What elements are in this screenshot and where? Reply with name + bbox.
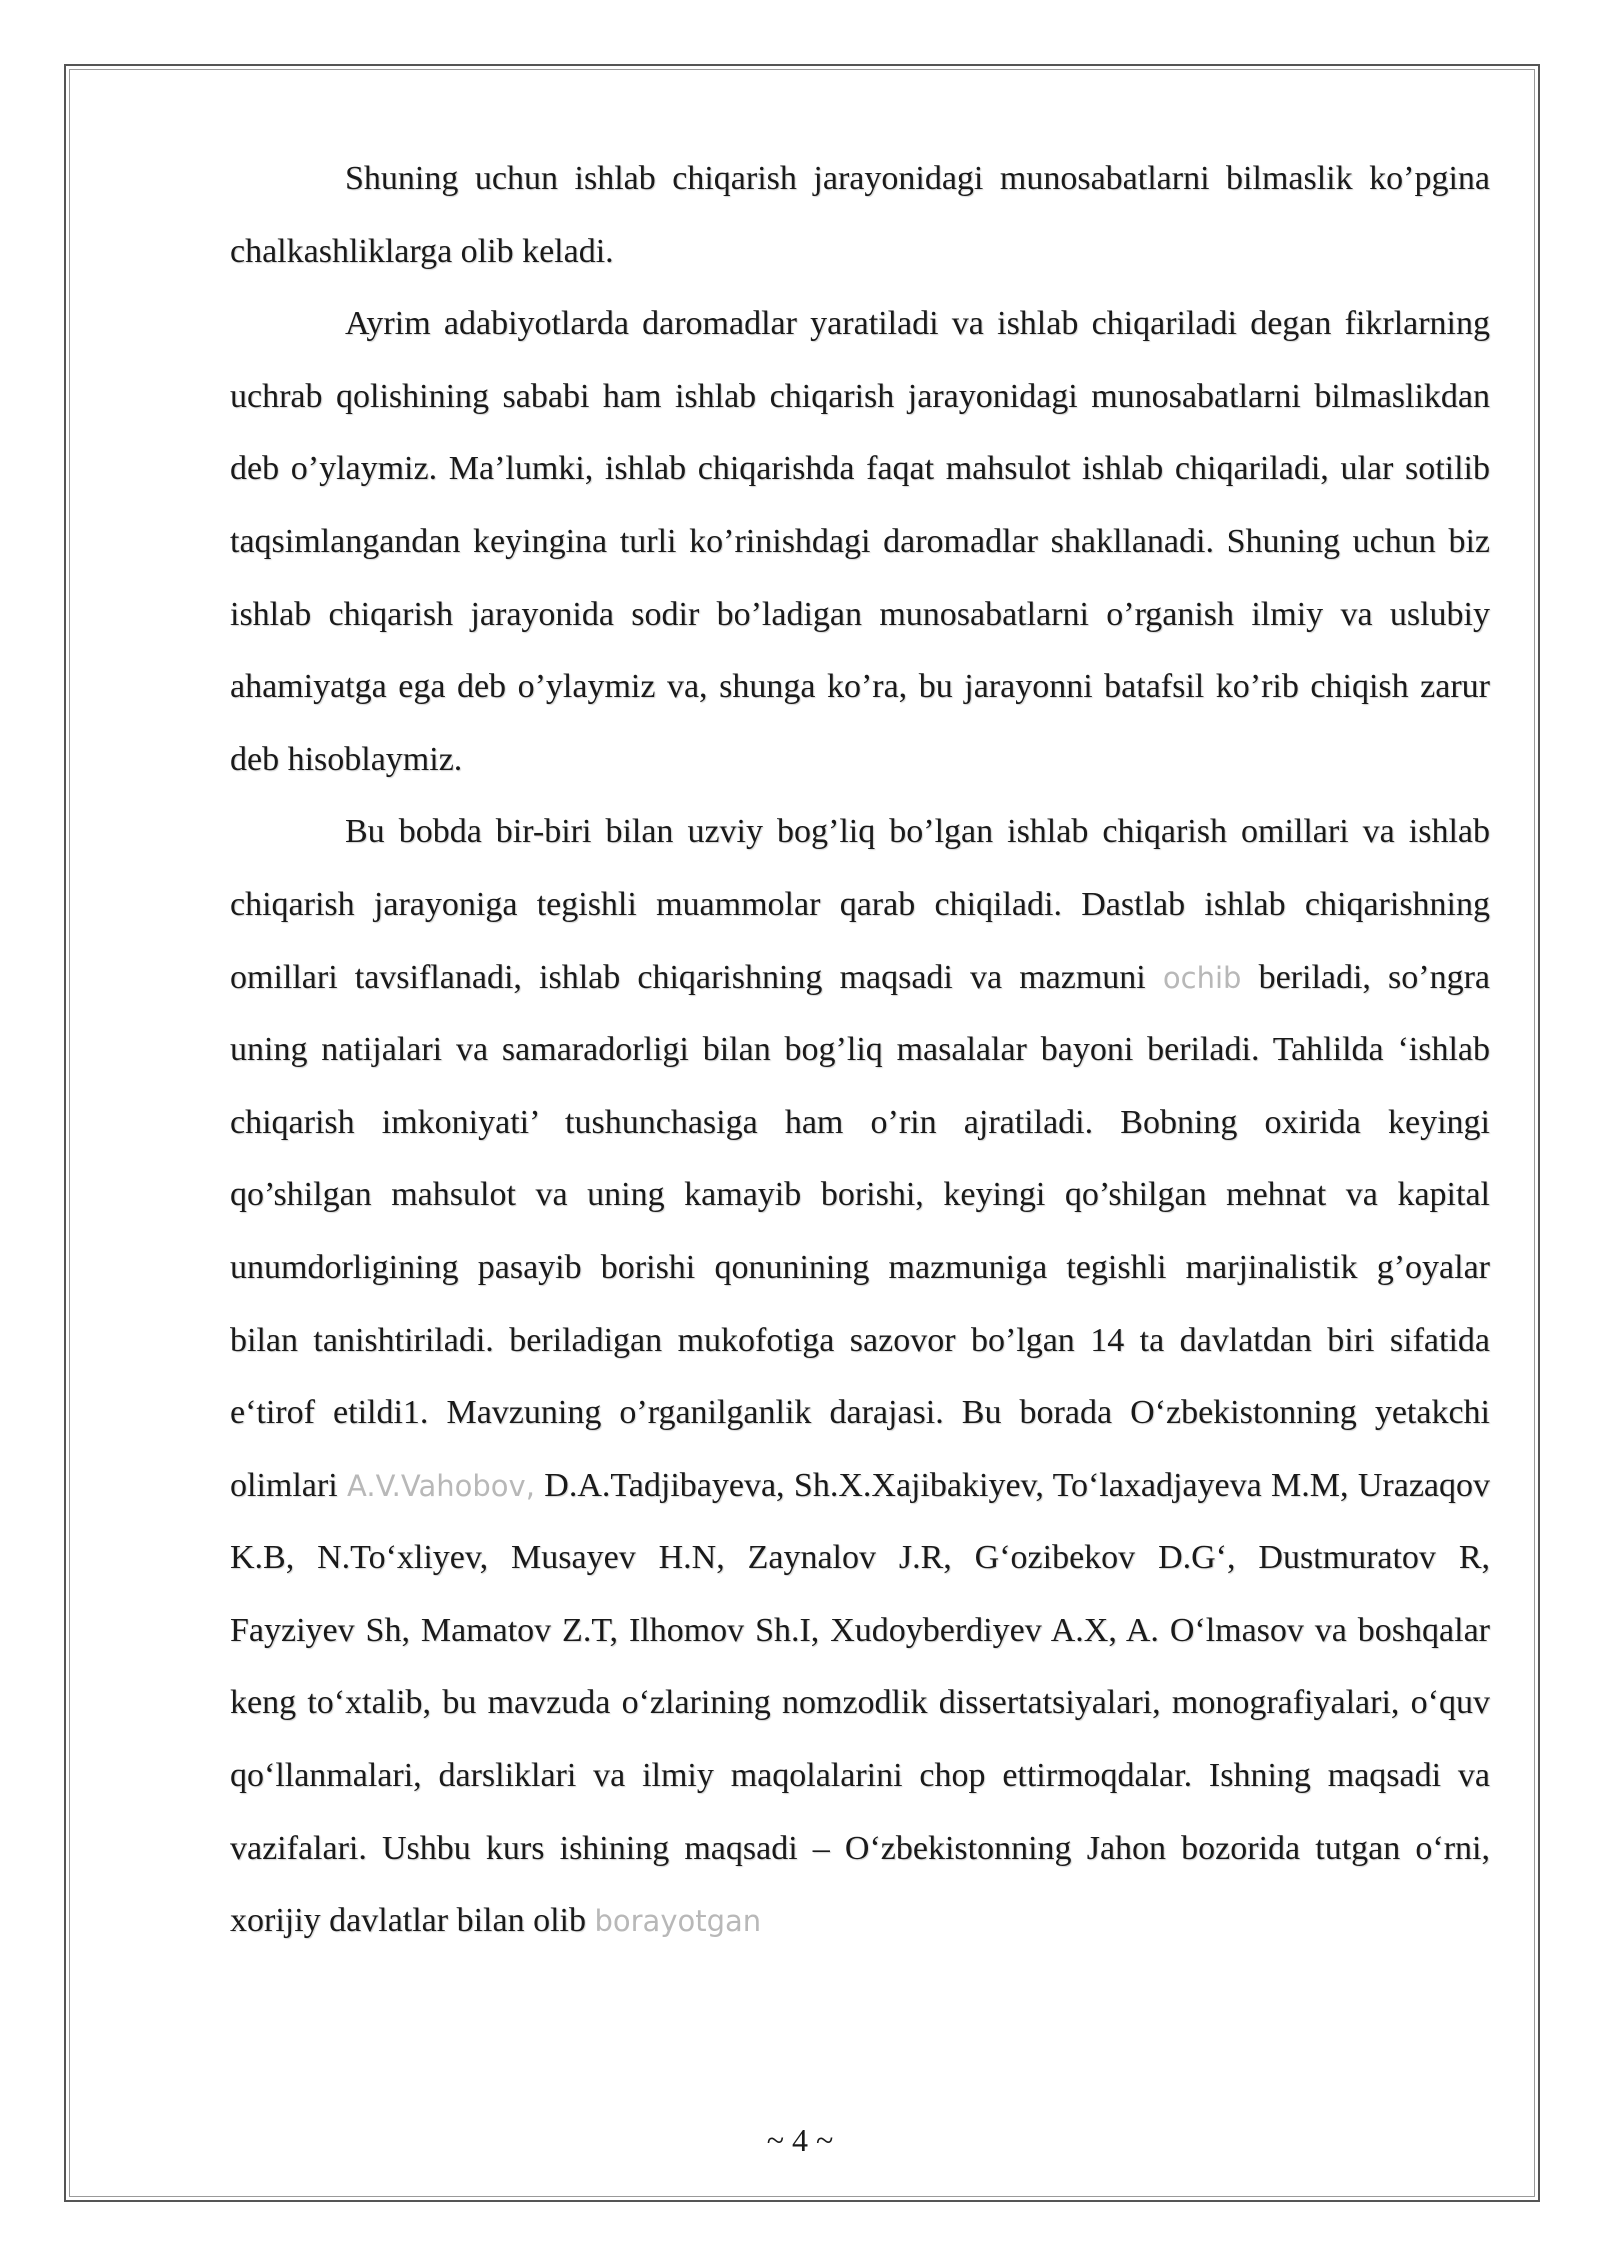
paragraph-3-text-a: Bu bobda bir-biri bilan uzviy bog’liq bo’lgan ishlab chiqarish omillari va ishlab chiqarish jarayoniga tegishli muammolar qarab chiqiladi. Dastlab ishlab chiqarishning omillari tavsiflanadi, ishlab chiqarishning maqsadi va mazmuni xyxy=(230,813,1490,996)
paragraph-2: Ayrim adabiyotlarda daromadlar yaratiladi va ishlab chiqariladi degan fikrlarning uchrab qolishining sababi ham ishlab chiqarish jarayonidagi munosabatlarni bilmaslikdan deb o’ylaymiz. Ma’lumki, ishlab chiqarishda faqat mahsulot ishlab chiqariladi, ular sotilib taqsimlangandan keyingina turli ko’rinishdagi daromadlar shakllanadi. Shuning uchun biz ishlab chiqarish jarayonida sodir bo’ladigan munosabatlarni o’rganish ilmiy va uslubiy ahamiyatga ega deb o’ylaymiz va, shunga ko’ra, bu jarayonni batafsil ko’rib chiqish zarur deb hisoblaymiz. xyxy=(230,305,1490,778)
faded-word-borayotgan: borayotgan xyxy=(594,1904,762,1939)
faded-word-ochib: ochib xyxy=(1162,960,1242,995)
paragraph-3 xyxy=(230,796,1490,1958)
paragraph-1: Shuning uchun ishlab chiqarish jarayonidagi munosabatlarni bilmaslik ko’pgina chalkashliklarga olib keladi. xyxy=(230,160,1490,270)
paragraph-3-text-c: D.A.Tadjibayeva, Sh.X.Xajibakiyev, To‘laxadjayeva M.M, Urazaqov K.B, N.To‘xliyev, Musayev H.N, Zaynalov J.R, G‘ozibekov D.G‘, Dustmuratov R, Fayziyev Sh, Mamatov Z.T, Ilhomov Sh.I, Xudoyberdiyev A.X, A. O‘lmasov va boshqalar keng to‘xtalib, bu mavzuda o‘zlarining nomzodlik dissertatsiyalari, monografiyalari, o‘quv qo‘llanmalari, darsliklari va ilmiy maqolalarini chop ettirmoqdalar. Ishning maqsadi va vazifalari. Ushbu kurs ishining maqsadi – O‘zbekistonning Jahon bozorida tutgan o‘rni, xorijiy davlatlar bilan olib xyxy=(230,1466,1491,1940)
document-body xyxy=(230,143,1490,1958)
faded-word-vahobov: A.V.Vahobov, xyxy=(347,1468,535,1503)
paragraph-3-text-b: beriladi, so’ngra uning natijalari va samaradorligi bilan bog’liq masalalar bayoni beriladi. Tahlilda ‘ishlab chiqarish imkoniyati’ tushunchasiga ham o’rin ajratiladi. Bobning oxirida keyingi qo’shilgan mahsulot va uning kamayib borishi, keyingi qo’shilgan mehnat va kapital unumdorligining pasayib borishi qonunining mazmuniga tegishli marjinalistik g’oyalar bilan tanishtiriladi. beriladigan mukofotiga sazovor bo’lgan 14 ta davlatdan biri sifatida e‘tirof etildi1. Mavzuning o’rganilganlik darajasi. Bu borada O‘zbekistonning yetakchi olimlari xyxy=(230,958,1491,1504)
page-number: ~ 4 ~ xyxy=(766,2122,834,2158)
